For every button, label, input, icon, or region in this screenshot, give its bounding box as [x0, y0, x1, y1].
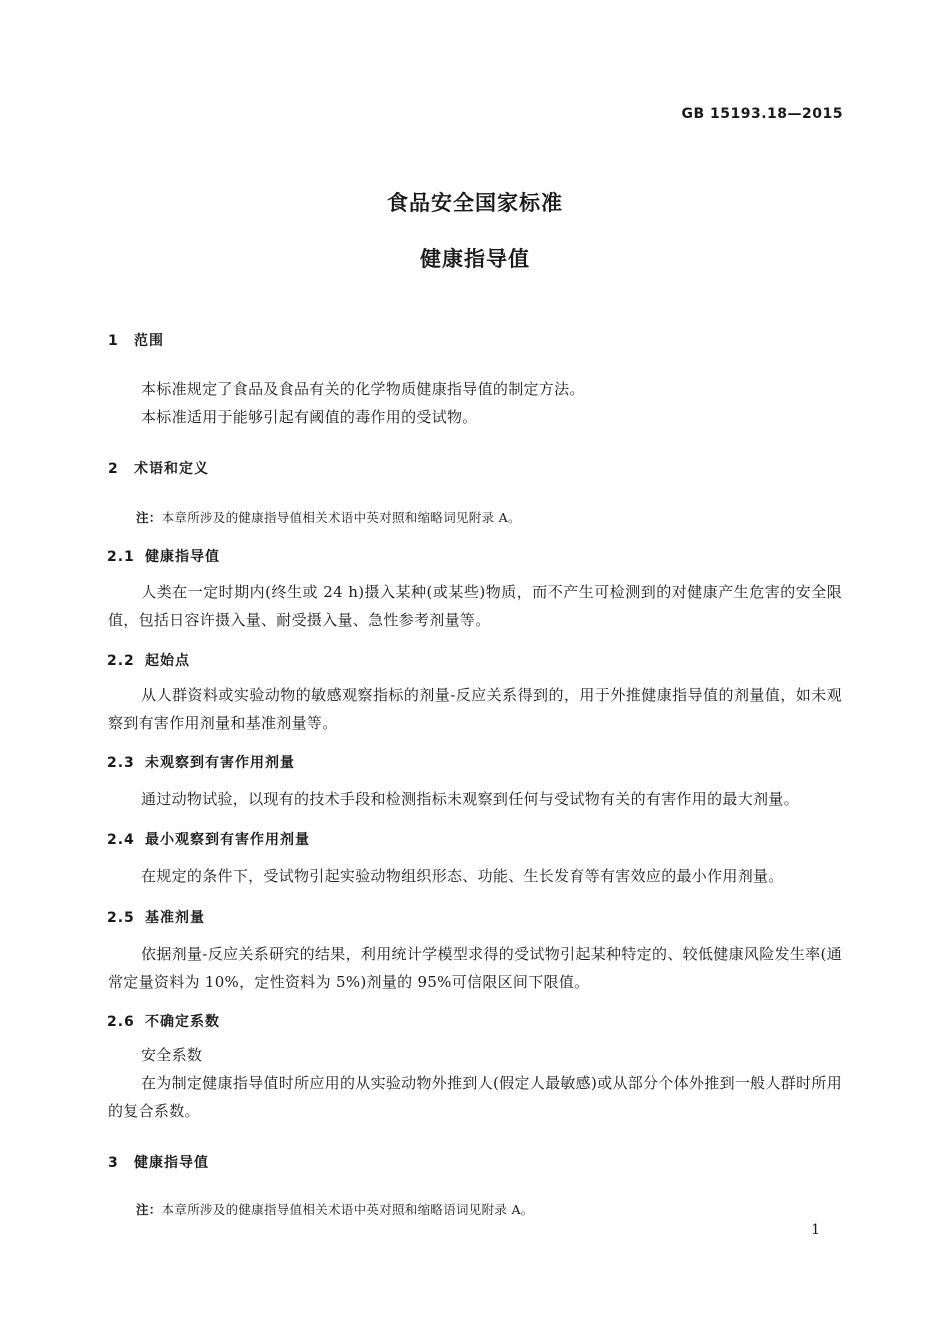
clause-2-1-heading — [107, 546, 220, 566]
clause-2-2-heading — [107, 650, 190, 670]
clause-2-4-heading — [107, 829, 310, 849]
document-subtitle: 健康指导值 — [420, 247, 530, 271]
clause-number: 2.5 — [107, 910, 135, 926]
clause-2-3-text — [108, 785, 842, 813]
section-2-note — [136, 508, 521, 526]
section-3-heading — [108, 1152, 209, 1172]
paragraph-text: 本标准规定了食品及食品有关的化学物质健康指导值的制定方法。 — [141, 380, 585, 398]
clause-number: 2.3 — [107, 755, 135, 771]
section-1-heading — [108, 330, 164, 350]
clause-2-4-text — [108, 862, 842, 890]
page-number: 1 — [811, 1222, 820, 1238]
document-title: 食品安全国家标准 — [387, 191, 563, 215]
clause-title: 起始点 — [145, 653, 190, 669]
clause-title: 未观察到有害作用剂量 — [145, 755, 295, 771]
clause-2-1-text — [108, 578, 842, 634]
clause-2-6-text — [108, 1069, 842, 1125]
clause-2-6-alt-term — [108, 1041, 842, 1069]
section-2-heading — [108, 458, 209, 478]
clause-2-5-text — [108, 940, 842, 996]
clause-title: 最小观察到有害作用剂量 — [145, 832, 310, 848]
note-label: 注： — [136, 1202, 162, 1217]
clause-title: 不确定系数 — [145, 1014, 220, 1030]
clause-number: 2.6 — [107, 1014, 135, 1030]
section-title: 术语和定义 — [134, 461, 209, 477]
clause-2-3-heading — [107, 752, 295, 772]
section-title: 健康指导值 — [134, 1155, 209, 1171]
paragraph-text: 通过动物试验，以现有的技术手段和检测指标未观察到任何与受试物有关的有害作用的最大剂量。 — [141, 790, 799, 808]
clause-title: 健康指导值 — [145, 549, 220, 565]
section-1-paragraph-2 — [108, 403, 842, 431]
clause-2-2-text — [108, 681, 842, 737]
section-number: 2 — [108, 461, 119, 477]
clause-2-6-heading — [107, 1011, 220, 1031]
paragraph-text: 依据剂量-反应关系研究的结果，利用统计学模型求得的受试物引起某种特定的、较低健康风险发生率(通常定量资料为 10%，定性资料为 5%)剂量的 95%可信限区间下限值。 — [108, 945, 842, 991]
section-number: 3 — [108, 1155, 119, 1171]
clause-number: 2.2 — [107, 653, 135, 669]
paragraph-text: 在为制定健康指导值时所应用的从实验动物外推到人(假定人最敏感)或从部分个体外推到一般人群时所用的复合系数。 — [108, 1074, 842, 1120]
clause-number: 2.1 — [107, 549, 135, 565]
standard-number: GB 15193.18—2015 — [681, 106, 843, 122]
section-title: 范围 — [134, 333, 164, 349]
paragraph-text: 在规定的条件下，受试物引起实验动物组织形态、功能、生长发育等有害效应的最小作用剂量。 — [141, 867, 784, 885]
note-label: 注： — [136, 510, 162, 525]
section-1-paragraph-1 — [108, 375, 842, 403]
clause-title: 基准剂量 — [145, 910, 205, 926]
note-text: 本章所涉及的健康指导值相关术语中英对照和缩略语词见附录 A。 — [161, 1202, 534, 1217]
section-3-note — [136, 1200, 534, 1218]
paragraph-text: 从人群资料或实验动物的敏感观察指标的剂量-反应关系得到的，用于外推健康指导值的剂量值，如未观察到有害作用剂量和基准剂量等。 — [108, 686, 842, 732]
clause-2-5-heading — [107, 907, 205, 927]
clause-number: 2.4 — [107, 832, 135, 848]
paragraph-text: 本标准适用于能够引起有阈值的毒作用的受试物。 — [141, 408, 478, 426]
alternative-term: 安全系数 — [141, 1046, 203, 1064]
note-text: 本章所涉及的健康指导值相关术语中英对照和缩略词见附录 A。 — [161, 510, 521, 525]
paragraph-text: 人类在一定时期内(终生或 24 h)摄入某种(或某些)物质，而不产生可检测到的对健康产生危害的安全限值，包括日容许摄入量、耐受摄入量、急性参考剂量等。 — [108, 583, 842, 629]
section-number: 1 — [108, 333, 119, 349]
